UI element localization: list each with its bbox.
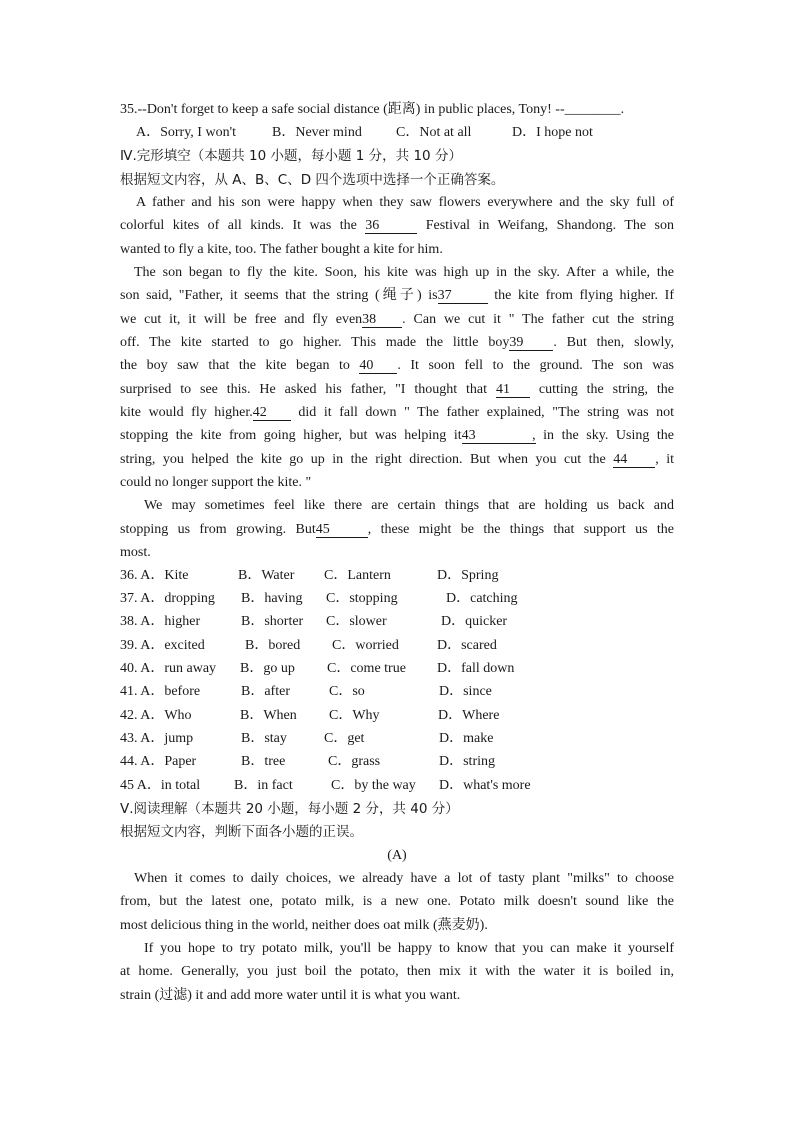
reading-a-p2-line-2: at home. Generally, you just boil the potato, then mix it with the water it is boiled in, xyxy=(120,964,674,979)
blank-43: 43 , xyxy=(461,428,536,443)
blank-39: 39 xyxy=(509,335,553,351)
reading-a-p2-line-1: If you hope to try potato milk, you'll be happy to know that you can make it yourself xyxy=(144,941,674,956)
cloze-p3-line-2: stopping us from growing. But45 , these might be the things that support us the xyxy=(120,522,674,537)
question-35-option-b: B．Never mind xyxy=(272,125,362,140)
question-35-option-c: C．Not at all xyxy=(396,125,472,140)
cloze-p2-line-7: kite would fly higher.42 did it fall down " The father explained, "The string was not xyxy=(120,405,674,420)
question-35-option-d: D．I hope not xyxy=(512,125,593,140)
cloze-p1-line-1: A father and his son were happy when they saw flowers everywhere and the sky full of xyxy=(136,195,674,210)
blank-44: 44 xyxy=(613,452,655,468)
blank-41: 41 xyxy=(496,382,530,398)
reading-part-label: (A) xyxy=(387,848,407,863)
section-5-heading: Ⅴ.阅读理解（本题共 20 小题，每小题 2 分，共 40 分） xyxy=(120,801,459,817)
blank-45: 45 xyxy=(316,522,368,538)
blank-42: 42 xyxy=(253,405,291,421)
cloze-p3-line-1: We may sometimes feel like there are certain things that are holding us back and xyxy=(144,498,674,513)
question-35-blank: ________ xyxy=(564,102,621,117)
exam-page: 35.--Don't forget to keep a safe social distance (距离) in public places, Tony! --________. A．Sorry, I won't B．Never mind C．Not at all D．I hope not Ⅳ.完形填空（本题共 10 小题，每小题 1 分，共 10 分） 根据短文内容，从 A、B、C、D 四个选项中选择一个正确答案。 A father and his son were happy when they saw flowers everywhere and the sky full of colorful kites of all kinds. It was the 36 Festival in Weifang, Shandong. The son wanted to fly a kite, too. The father bought a kite for him. The son began to fly the kite. Soon, his kite was high up in the sky. After a while, the son said, "Father, it seems that the string (绳子) is37 the kite from flying higher. If we cut it, it will be free and fly even38 . Can we cut it " The father cut the string off. The kite started to go higher. This made the little boy39 . But then, slowly, the boy saw that the kite began to 40 . It soon fell to the ground. The son was surprised to see this. He asked his father, "I thought that 41 cutting the string, the kite would fly higher.42 did it fall down " The father explained, "The string was not stopping the kite from going higher, but was helping it43 , in the sky. Using the string, you helped the kite go up in the right direction. But when you cut the 44 , it could no longer support the kite. " We may sometimes feel like there are certain things that are holding us back and stopping us from growing. But45 , these might be the things that support us the most. 36. A．Kite B．Water C．Lantern D．Spring 37. A．dropping B．having C．stopping D．catching 38. A．higher B．shorter C．slower D．quicker 39. A．excited B．bored C．worried D．scared 40. A．run away B．go up C．come true D．fall down 41. A．before B．after C．so D．since 42. A．Who B．When C．Why D．Where 43. A．jump B．stay C．get D．make 44. A．Paper B．tree C．grass D．string 45 A．in total B．in fact C．by the way D．what's more Ⅴ.阅读理解（本题共 20 小题，每小题 2 分，共 40 分） 根据短文内容，判断下面各小题的正误。 (A) When it comes to daily choices, we already have a lot of tasty plant "milks" to choose from, but the latest one, potato milk, is a new one. Potato milk doesn't sound like the most delicious thing in the world, neither does oat milk (燕麦奶). If you hope to try potato milk, you'll be happy to know that you can make it yourself at home. Generally, you just boil the potato, then mix it with the water it is boiled in, strain (过滤) it and add more water until it is what you want. xyxy=(120,102,674,1003)
cloze-p2-line-1: The son began to fly the kite. Soon, his kite was high up in the sky. After a while, the xyxy=(134,265,674,280)
blank-40: 40 xyxy=(359,358,397,374)
cloze-p2-line-4: off. The kite started to go higher. This made the little boy39 . But then, slowly, xyxy=(120,335,674,350)
cloze-p2-line-3: we cut it, it will be free and fly even38 . Can we cut it " The father cut the string xyxy=(120,312,674,327)
cloze-p1-line-3: wanted to fly a kite, too. The father bought a kite for him. xyxy=(120,242,443,257)
cloze-p1-line-2: colorful kites of all kinds. It was the 36 Festival in Weifang, Shandong. The son xyxy=(120,218,674,233)
reading-a-p1-line-1: When it comes to daily choices, we already have a lot of tasty plant "milks" to choose xyxy=(134,871,674,886)
section-4-heading: Ⅳ.完形填空（本题共 10 小题，每小题 1 分，共 10 分） xyxy=(120,148,462,164)
cloze-p2-line-10: could no longer support the kite. " xyxy=(120,475,312,490)
section-5-instruction: 根据短文内容，判断下面各小题的正误。 xyxy=(120,824,363,840)
question-35-stem: 35.--Don't forget to keep a safe social distance (距离) in public places, Tony! --________. xyxy=(120,102,625,117)
question-35-option-a: A．Sorry, I won't xyxy=(136,125,236,140)
reading-a-p1-line-3: most delicious thing in the world, neither does oat milk (燕麦奶). xyxy=(120,918,488,933)
reading-a-p1-line-2: from, but the latest one, potato milk, is a new one. Potato milk doesn't sound like the xyxy=(120,894,674,909)
section-4-instruction: 根据短文内容，从 A、B、C、D 四个选项中选择一个正确答案。 xyxy=(120,172,505,188)
cloze-p2-line-2: son said, "Father, it seems that the string (绳子) is37 the kite from flying higher. If xyxy=(120,288,674,303)
cloze-p2-line-9: string, you helped the kite go up in the right direction. But when you cut the 44 , it xyxy=(120,452,674,467)
reading-a-p2-line-3: strain (过滤) it and add more water until it is what you want. xyxy=(120,988,461,1003)
cloze-p2-line-6: surprised to see this. He asked his father, "I thought that 41 cutting the string, the xyxy=(120,382,674,397)
blank-38: 38 xyxy=(362,312,402,328)
cloze-p3-line-3: most. xyxy=(120,545,151,560)
cloze-p2-line-5: the boy saw that the kite began to 40 . It soon fell to the ground. The son was xyxy=(120,358,674,373)
blank-37: 37 xyxy=(438,288,488,304)
cloze-p2-line-8: stopping the kite from going higher, but was helping it43 , in the sky. Using the xyxy=(120,428,674,443)
blank-36: 36 xyxy=(365,218,417,234)
